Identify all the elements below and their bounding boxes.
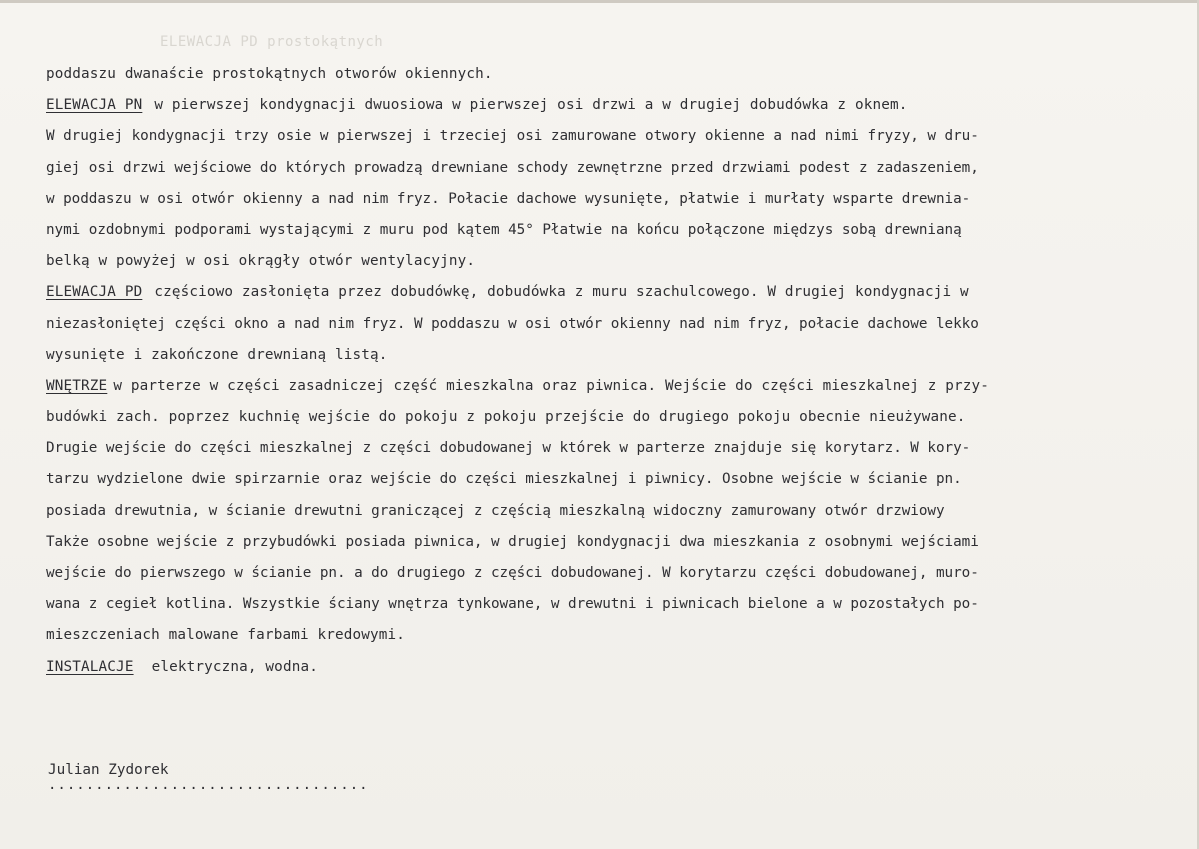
text-line: W drugiej kondygnacji trzy osie w pierwszej i trzeciej osi zamurowane otwory okienne a nad nimi fryzy, w dru- xyxy=(46,128,979,145)
section-text: częściowo zasłonięta przez dobudówkę, dobudówka z muru szachulcowego. W drugiej kondygnacji w xyxy=(154,284,969,301)
text-line: w poddaszu w osi otwór okienny a nad nim fryz. Połacie dachowe wysunięte, płatwie i murłaty wsparte drewnia- xyxy=(46,190,971,207)
text-line: niezasłoniętej części okno a nad nim fryz. W poddaszu w osi otwór okienny nad nim fryz, połacie dachowe lekko xyxy=(46,315,979,332)
text-line: tarzu wydzielone dwie spirzarnie oraz wejście do części mieszkalnej i piwnicy. Osobne wejście w ścianie pn. xyxy=(46,471,962,488)
section-heading-elewacja-pn: ELEWACJA PN xyxy=(46,97,143,114)
text-line: budówki zach. poprzez kuchnię wejście do pokoju z pokoju przejście do drugiego pokoju obecnie nieużywane. xyxy=(46,409,966,426)
page-edge-top xyxy=(0,0,1199,3)
text-line: wejście do pierwszego w ścianie pn. a do drugiego z części dobudowanej. W korytarzu części dobudowanej, muro- xyxy=(46,565,979,581)
section-heading-elewacja-pd: ELEWACJA PD xyxy=(46,284,143,301)
text-line: nymi ozdobnymi podporami wystającymi z muru pod kątem 45° Płatwie na końcu połączone międzys sobą drewnianą xyxy=(46,221,962,238)
section-heading-instalacje: INSTALACJE xyxy=(46,658,134,675)
text-line xyxy=(46,90,1196,121)
document-body xyxy=(46,59,1196,683)
text-line xyxy=(46,277,1196,308)
text-line: Także osobne wejście z przybudówki posiada piwnica, w drugiej kondygnacji dwa mieszkania z osobnymi wejściami xyxy=(46,533,979,550)
signature: Julian Zydorek xyxy=(48,762,169,778)
text-line: giej osi drzwi wejściowe do których prowadzą drewniane schody zewnętrzne przed drzwiami podest z zadaszeniem, xyxy=(46,159,979,176)
text-line: posiada drewutnia, w ścianie drewutni graniczącej z częścią mieszkalną widoczny zamurowany otwór drzwiowy xyxy=(46,502,945,519)
section-text: elektryczna, wodna. xyxy=(151,658,318,675)
text-line: Drugie wejście do części mieszkalnej z części dobudowanej w którek w parterze znajduje się korytarz. W kory- xyxy=(46,440,971,457)
text-line: mieszczeniach malowane farbami kredowymi. xyxy=(46,627,406,644)
text-line: wana z cegieł kotlina. Wszystkie ściany wnętrza tynkowane, w drewutni i piwnicach bielone a w pozostałych po- xyxy=(46,596,979,613)
text-line xyxy=(46,371,1196,402)
signature-dotted-line: .................................. xyxy=(48,777,369,793)
section-heading-wnetrze: WNĘTRZE xyxy=(46,377,108,394)
bleed-through-text: ELEWACJA PD prostokątnych xyxy=(160,34,384,50)
section-text: w parterze w części zasadniczej część mieszkalna oraz piwnica. Wejście do części mieszkalnej z przy- xyxy=(113,377,990,394)
section-text: w pierwszej kondygnacji dwuosiowa w pierwszej osi drzwi a w drugiej dobudówka z oknem. xyxy=(154,97,908,114)
text-line: poddaszu dwanaście prostokątnych otworów okiennych. xyxy=(46,66,493,82)
text-line: wysunięte i zakończone drewnianą listą. xyxy=(46,346,388,363)
text-line: belką w powyżej w osi okrągły otwór wentylacyjny. xyxy=(46,253,476,270)
text-line xyxy=(46,652,1196,683)
